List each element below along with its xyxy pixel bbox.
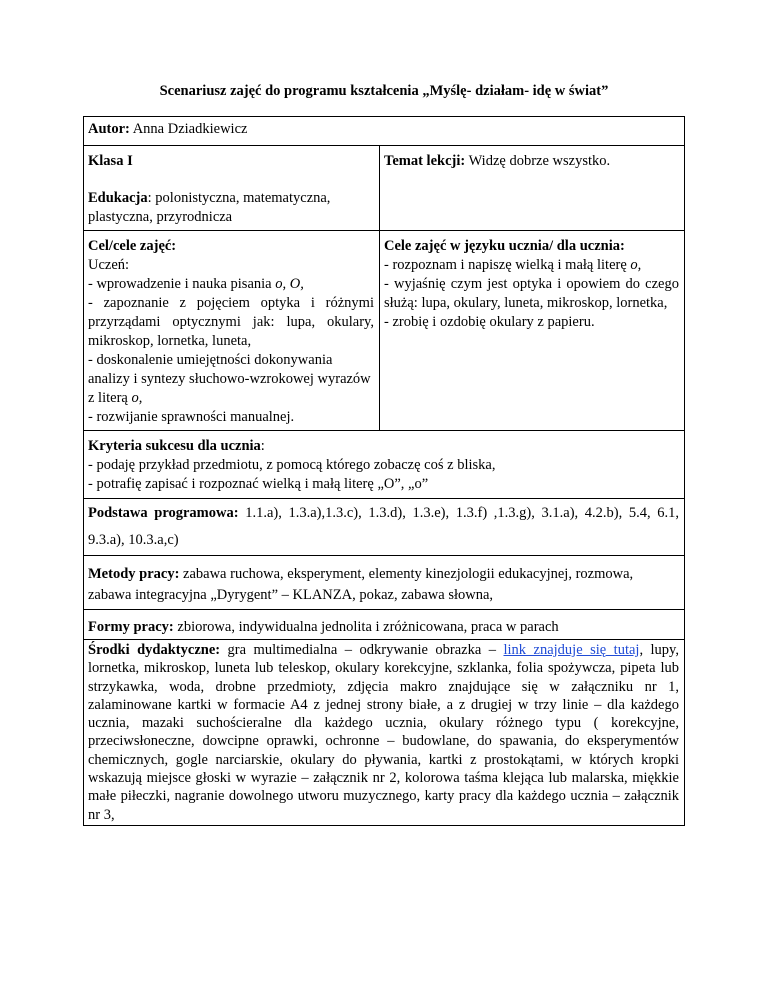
author-label: Autor: <box>88 121 130 137</box>
materials-list: , lupy, lornetka, mikroskop, luneta lub teleskop, okulary korekcyjne, szklanka, folia spożywcza, pipeta lub strzykawka, woda, drobne przedmioty, zdjęcia makro znajdujące się w załączniku nr 1, zalaminowane kartki w formacie A4 z jednej strony białe, a z drugiej w trzy linie – dla każdego ucznia, mazaki suchościeralne dla każdego ucznia, okulary różnego typu ( korekcyjne, przeciwsłoneczne, dowcipne oprawki, ochronne – budowlane, do spawania, do eksperymentów chemicznych, gogle narciarskie, okulary do pływania, kartki z prostokątami, w których kropki wskazują miejsce głoski w wyrazie – załącznik nr 2, kolorowa taśma klejąca lub malarska, miękkie małe piłeczki, nagranie dowolnego utworu muzycznego, karty pracy dla każdego ucznia – załącznik nr 3, <box>88 642 679 823</box>
criteria-line: - potrafię zapisać i rozpoznać wielką i małą literę „O”, „o” <box>88 476 429 492</box>
topic-value: Widzę dobrze wszystko. <box>465 153 611 169</box>
forms-label: Formy pracy: <box>88 619 174 635</box>
curriculum-label: Podstawa programowa: <box>88 505 239 521</box>
goals-line: - doskonalenie umiejętności dokonywania analizy i syntezy słuchowo-wzrokowej wyrazów z literą o, <box>88 352 371 406</box>
student-goals-heading: Cele zajęć w języku ucznia/ dla ucznia: <box>384 238 625 254</box>
methods-label: Metody pracy: <box>88 566 180 582</box>
author-value: Anna Dziadkiewicz <box>129 121 248 137</box>
goals-letters: o, O, <box>275 276 304 292</box>
author-row <box>84 117 685 146</box>
curriculum-row <box>84 499 685 556</box>
student-goal-line: - rozpoznam i napiszę wielką i małą literę o, <box>384 257 642 273</box>
curriculum-value: 1.1.a), 1.3.a),1.3.c), 1.3.d), 1.3.e), 1.3.f) ,1.3.g), 3.1.a), 4.2.b), 5.4, 6.1, 9.3.a), 10.3.a,c) <box>88 505 680 548</box>
forms-value: zbiorowa, indywidualna jednolita i zróżnicowana, praca w parach <box>173 619 559 635</box>
education-value: : polonistyczna, matematyczna, plastyczna, przyrodnicza <box>88 190 331 225</box>
forms-row <box>84 610 685 640</box>
student-goal-line: - wyjaśnię czym jest optyka i opowiem do czego służą: lupa, okulary, luneta, mikroskop, lornetka, <box>384 276 679 311</box>
methods-row <box>84 556 685 610</box>
goals-line: - wprowadzenie i nauka pisania o, O, <box>88 276 304 292</box>
class-label: Klasa I <box>88 153 133 169</box>
goals-line: - rozwijanie sprawności manualnej. <box>88 409 295 425</box>
goals-line: - zapoznanie z pojęciem optyka i różnymi przyrządami optycznymi jak: lupa, okulary, mikroskop, lornetka, luneta, <box>88 295 374 349</box>
document-title: Scenariusz zajęć do programu kształcenia „Myślę- działam- idę w świat” <box>159 83 609 99</box>
game-link[interactable]: link znajduje się tutaj <box>503 642 640 658</box>
materials-row <box>84 640 685 826</box>
goals-row <box>84 231 685 431</box>
lesson-table <box>83 116 685 826</box>
criteria-row: Kryteria sukcesu dla ucznia: - podaję przykład przedmiotu, z pomocą którego zobaczę coś z bliska, - potrafię zapisać i rozpoznać wielką i małą literę „O”, „o” <box>84 431 685 499</box>
criteria-heading: Kryteria sukcesu dla ucznia <box>88 438 261 454</box>
criteria-line: - podaję przykład przedmiotu, z pomocą którego zobaczę coś z bliska, <box>88 457 496 473</box>
materials-intro: gra multimedialna – odkrywanie obrazka – <box>220 642 504 658</box>
student-goal-line: - zrobię i ozdobię okulary z papieru. <box>384 314 595 330</box>
education-text <box>88 189 374 227</box>
class-row <box>84 146 685 231</box>
goals-heading: Cel/cele zajęć: <box>88 238 177 254</box>
goals-letter-o: o, <box>131 390 143 406</box>
education-label: Edukacja <box>88 190 148 206</box>
topic-label: Temat lekcji: <box>384 153 466 169</box>
methods-value: zabawa ruchowa, eksperyment, elementy kinezjologii edukacyjnej, rozmowa, zabawa integracyjna „Dyrygent” – KLANZA, pokaz, zabawa słowna, <box>88 566 634 603</box>
materials-label: Środki dydaktyczne: <box>88 642 221 658</box>
goals-line: Uczeń: <box>88 257 130 273</box>
